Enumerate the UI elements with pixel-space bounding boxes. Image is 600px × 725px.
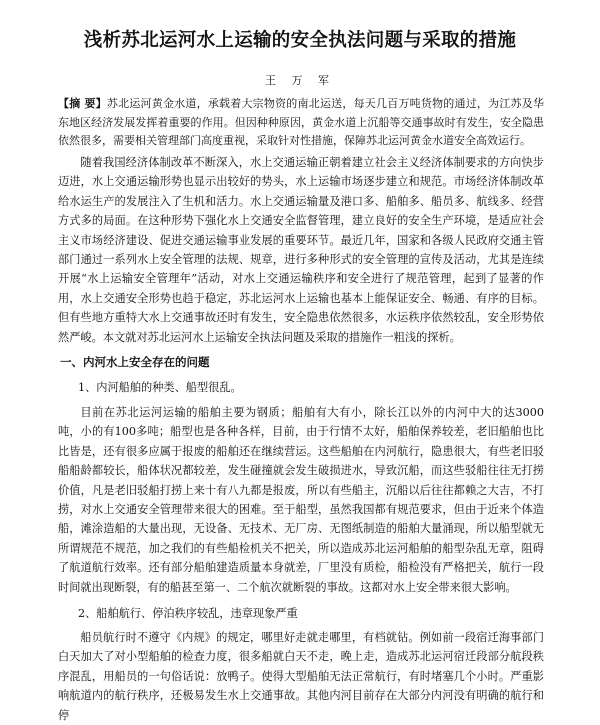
section-heading: 一、内河水上安全存在的问题 bbox=[60, 355, 210, 369]
subsection-heading-2: 2、船舶航行、停泊秩序较乱，违章现象严重 bbox=[78, 607, 298, 620]
intro-paragraph: 随着我国经济体制改革不断深入，水上交通运输正朝着建立社会主义经济体制要求的方向快步迈进，水上交通运输形势也显示出较好的势头，水上运输市场逐步建立和规范。市场经济体制改革给水运生产的发展注入了生机和活力。水上交通运输量及港口多、船舶多、船员多、航线多、经营方式多的局面。在这种形势下强化水上交通安全监督管理，建立良好的安全生产环境，是适应社会主义市场经济建设、促进交通运输事业发展的重要环节。最近几年，国家和各级人民政府交通主管部门通过一系列水上安全管理的法规、规章，进行多种形式的安全管理的宣传及活动，尤其是连续开展“水上运输安全管理年”活动，对水上交通运输秩序和安全进行了规范管理，起到了显著的作用，水上交通安全形势也趋于稳定，苏北运河水上运输也基本上能保证安全、畅通、有序的目标。但有些地方重特大水上交通事故还时有发生，安全隐患依然很多，水运秩序依然较乱，安全形势依然严峻。本文就对苏北运河水上运输安全执法问题及采取的措施作一粗浅的探析。 bbox=[58, 156, 544, 344]
paragraph-ship-types: 目前在苏北运河运输的船舶主要为钢质；船舶有大有小，除长江以外的内河中大的达3000吨，小的有100多吨；船型也是各种各样，目前，由于行情不太好，船舶保养较差，老旧船舶也比比皆是，还有很多应属于报废的船舶还在继续营运。这些船舶在内河航行，隐患很大，有些老旧驳船船龄都较长，船体状况都较差，发生碰撞就会发生破损进水，导致沉船，而这些驳船往往无打捞价值，凡是老旧驳船打捞上来十有八九都是报废，所以有些船主，沉船以后往往都赖之大吉，不打捞，对水上交通安全管理带来很大的困难。至于船型，虽然我国都有规范要求，但由于近来个体造船，滩涂造船的大量出现，无设备、无技术、无厂房、无图纸制造的船舶大量涌现，所以船型就无所谓规范不规范，加之我们的有些船检机关不把关，所以造成苏北运河船舶的船型杂乱无章，阻碍了航道航行效率。还有部分船舶建造质量本身就差，厂里没有质检，船检没有严格把关，航行一段时间就出现断裂，有的船甚至第一、二个航次就断裂的事故。这都对水上安全带来很大影响。 bbox=[58, 406, 544, 594]
abstract-label: 【摘 要】 bbox=[58, 97, 107, 110]
subsection-heading-1: 1、内河船舶的种类、船型很乱。 bbox=[78, 381, 242, 394]
abstract bbox=[58, 95, 544, 151]
article-title: 浅析苏北运河水上运输的安全执法问题与采取的措施 bbox=[83, 30, 517, 51]
paragraph-navigation-order: 船员航行时不遵守《内规》的规定，哪里好走就走哪里，有档就钻。例如前一段宿迁海事部门白天加大了对小型船舶的检查力度，很多船就白天不走，晚上走，造成苏北运河宿迁段部分航段秩序混乱，用船员的一句俗话说：放鸭子。使得大型船舶无法正常航行，有时堵塞几个小时。严重影响航道内的航行秩序，还极易发生水上交通事故。其他内河目前存在大部分内河没有明确的航行和停 bbox=[58, 631, 544, 722]
abstract-text: 苏北运河黄金水道，承载着大宗物资的南北运送，每天几百万吨货物的通过，为江苏及华东地区经济发展发挥着重要的作用。但因种种原因，黄金水道上沉船等交通事故时有发生，安全隐患依然很多，需要相关管理部门高度重视，采取针对性措施，保障苏北运河黄金水道安全高效运行。 bbox=[58, 97, 544, 147]
author-name: 王 万 军 bbox=[265, 74, 335, 87]
